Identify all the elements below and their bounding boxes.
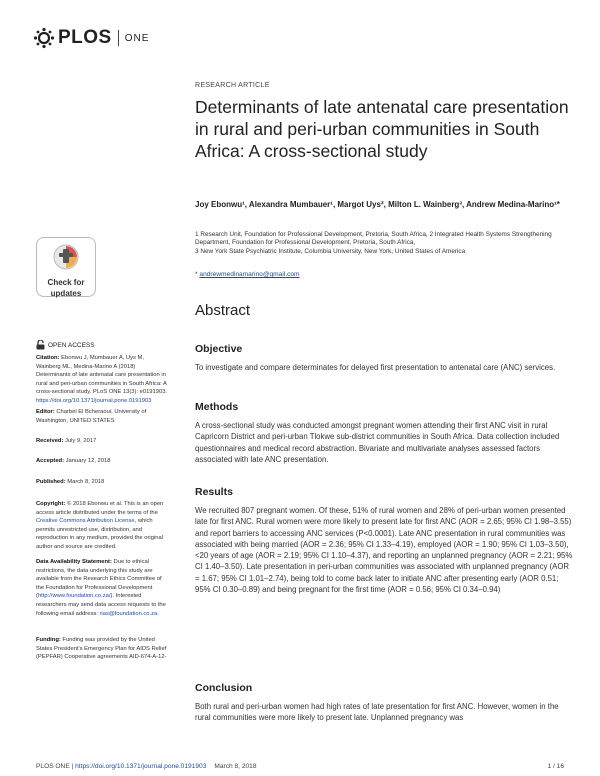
citation-doi-link[interactable]: https://doi.org/10.1371/journal.pone.0191903 — [36, 397, 152, 404]
funding-text: Funding was provided by the United States President's Emergency Plan for AIDS Relief (PEPFAR) Cooperative agreements AID-674-A-12- — [36, 637, 167, 661]
published-date: March 8, 2018 — [67, 479, 105, 485]
open-access-text: OPEN ACCESS — [48, 341, 95, 349]
editor-label: Editor: — [36, 409, 55, 415]
footer-journal: PLOS ONE — [36, 763, 70, 770]
article-type: RESEARCH ARTICLE — [195, 82, 270, 89]
editor-block — [36, 408, 168, 425]
citation-label: Citation: — [36, 355, 60, 361]
citation-text: Ebonwu J, Mumbauer A, Uys M, Wainberg ML, Medina-Marino A (2018) Determinants of late antenatal care presentation in rural and peri-urban communities in South Africa: A cross-sectional study. PLoS ONE 13(3): e0191903. — [36, 355, 168, 396]
footer-separator: | — [69, 763, 76, 770]
logo-divider — [118, 30, 119, 46]
corresponding-email-link[interactable]: andrewmedinamarino@gmail.com — [199, 271, 300, 278]
crossmark-icon — [52, 243, 80, 271]
logo-journal: ONE — [124, 32, 150, 44]
data-availability-label: Data Availability Statement: — [36, 559, 112, 565]
accepted-label: Accepted: — [36, 458, 65, 464]
data-availability-block — [36, 558, 168, 618]
results-text: We recruited 807 pregnant women. Of these, 51% of rural women and 28% of peri-urban women presented late for first ANC. Rural women were more likely to present late for first ANC (AOR = 2.65; 95% CI 1.98–3.55) and report barriers to accessing ANC services (P<0.0001). Late ANC presentation in rural communities was associated with being married (AOR = 2.36; 95% CI 1.33–4.19), employed (AOR = 1.90; 95% CI 1.03–3.50), <20 years of age (AOR = 2.19; 95% CI 1.10–4.37), and reporting an unplanned pregnancy (AOR = 2.21; 95% CI 1.40–3.50). Late presentation in peri-urban communities was associated with unplanned pregnancy (AOR = 1.67; 95% CI 1.01–2.74), being told to come back later to initiate ANC after presenting early (AOR 0.51; 95% CI 0.30–0.89) and being pregnant for the first time (AOR = 0.56; 95% CI 0.34–0.94) — [195, 506, 573, 595]
objective-text: To investigate and compare determinates for delayed first presentation to antenatal care (ANC) services. — [195, 363, 556, 372]
abstract-heading: Abstract — [195, 302, 251, 319]
funding-block — [36, 636, 168, 662]
funding-label: Funding: — [36, 637, 61, 643]
conclusion-heading: Conclusion — [195, 682, 253, 694]
footer-doi-link[interactable]: https://doi.org/10.1371/journal.pone.0191903 — [75, 763, 207, 770]
journal-logo — [33, 26, 149, 50]
footer-date: March 8, 2018 — [214, 763, 257, 770]
copyright-text-end: , which permits unrestricted use, distribution, and reproduction in any medium, provided the original author and source are credited. — [36, 518, 163, 550]
data-availability-text-3: . — [157, 610, 159, 617]
check-for-updates-badge[interactable] — [36, 237, 96, 297]
copyright-label: Copyright: — [36, 501, 66, 507]
affiliations — [195, 231, 575, 256]
license-link[interactable]: Creative Commons Attribution License — [36, 518, 135, 525]
page-number: 1 / 16 — [547, 763, 564, 770]
results-heading: Results — [195, 486, 233, 498]
data-availability-text: Due to ethical restrictions, the data underlying this study are available from the Research Ethics Committee of the Foundation for Professional Development ( — [36, 559, 162, 600]
badge-line-1: Check for — [47, 278, 85, 287]
data-email-link[interactable]: rias@foundation.co.za — [99, 610, 158, 617]
open-lock-icon — [36, 340, 45, 350]
asterisk-icon: * — [195, 271, 200, 278]
author-list: Joy Ebonwu¹, Alexandra Mumbauer¹, Margot Uys², Milton L. Wainberg³, Andrew Medina-Marino¹* — [195, 200, 560, 209]
methods-text: A cross-sectional study was conducted amongst pregnant women attending their first ANC visit in rural Capricorn District and peri-urban Tlokwe sub-district communities in South Africa. Data collection included questionnaires and medical record abstraction. Bivariate and multivariate analyses assessed factors associated with late ANC presentation. — [195, 421, 560, 464]
foundation-link[interactable]: http://www.foundation.co.za/ — [37, 593, 111, 600]
badge-line-2: updates — [50, 289, 82, 298]
methods-heading: Methods — [195, 401, 239, 413]
accepted-block — [36, 457, 168, 466]
affiliation-1-2: 1 Research Unit, Foundation for Professional Development, Pretoria, South Africa, 2 Integrated Health Systems Strengthening Department, Foundation for Professional Development, Pretoria, South Africa, — [195, 231, 552, 247]
page-footer — [36, 763, 564, 770]
affiliation-3: 3 New York State Psychiatric Institute, Columbia University, New York, United States of America — [195, 247, 466, 255]
plos-logo-icon — [33, 27, 55, 49]
open-access-label — [36, 340, 95, 350]
received-label: Received: — [36, 438, 64, 444]
published-label: Published: — [36, 479, 66, 485]
corresponding-author — [195, 271, 575, 278]
logo-brand: PLOS — [58, 27, 112, 48]
accepted-date: January 12, 2018 — [65, 458, 111, 464]
article-title: Determinants of late antenatal care presentation in rural and peri-urban communities in South Africa: A cross-sectional study — [195, 97, 569, 161]
citation-block — [36, 354, 168, 406]
objective-heading: Objective — [195, 343, 243, 355]
published-block — [36, 478, 168, 487]
received-block — [36, 437, 168, 446]
received-date: July 9, 2017 — [65, 438, 97, 444]
editor-text: Charbel El Bcheraoui, University of Washington, UNITED STATES — [36, 409, 147, 424]
conclusion-text: Both rural and peri-urban women had high rates of late presentation for first ANC. However, women in the rural communities were more likely to present late. Unplanned pregnancy was — [195, 702, 559, 723]
copyright-text: © 2018 Ebonwu et al. This is an open access article distributed under the terms of the — [36, 501, 164, 516]
copyright-block — [36, 500, 168, 552]
data-availability-text-2: ). Interested researchers may send data access requests to the following email address: — [36, 593, 166, 617]
